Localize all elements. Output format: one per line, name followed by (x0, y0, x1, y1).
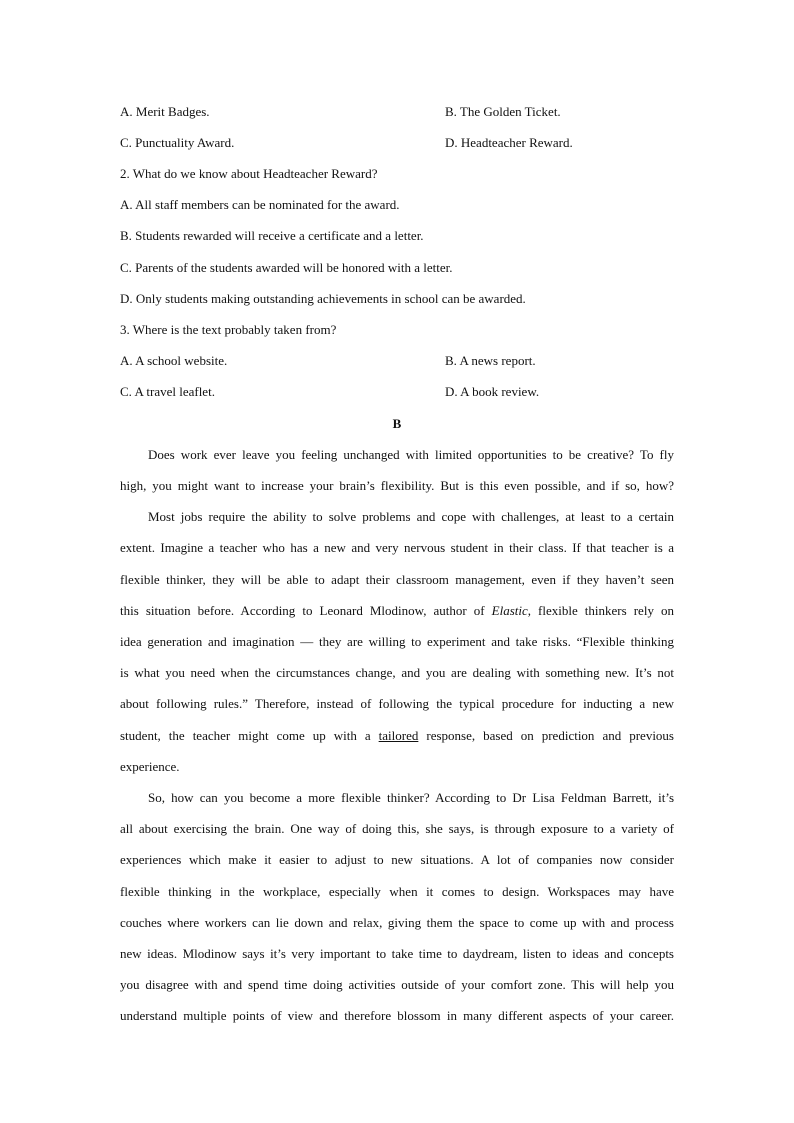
q1-option-b: B. The Golden Ticket. (445, 104, 561, 119)
paragraph-2-line (120, 603, 674, 619)
q2-option-a: A. All staff members can be nominated for the award. (120, 197, 400, 212)
paragraph-3-line: you disagree with and spend time doing activities outside of your comfort zone. This will help you (120, 977, 674, 992)
paragraph-2-line: extent. Imagine a teacher who has a new and very nervous student in their class. If that teacher is a (120, 540, 674, 555)
paragraph-3-line: So, how can you become a more flexible thinker? According to Dr Lisa Feldman Barrett, it’s (148, 790, 674, 805)
section-heading: B (392, 416, 402, 431)
q3-option-d: D. A book review. (445, 384, 540, 399)
paragraph-1-line: Does work ever leave you feeling unchanged with limited opportunities to be creative? To fly (148, 447, 674, 462)
paragraph-2-text: this situation before. According to Leonard Mlodinow, author of (120, 603, 492, 618)
paragraph-2-line: flexible thinker, they will be able to adapt their classroom management, even if they haven’t seen (120, 572, 674, 587)
paragraph-3-line: understand multiple points of view and therefore blossom in many different aspects of your career. (120, 1008, 674, 1023)
q3-option-a: A. A school website. (120, 353, 228, 368)
paragraph-2-text: student, the teacher might come up with a (120, 728, 379, 743)
q1-option-d: D. Headteacher Reward. (445, 135, 573, 150)
paragraph-3-line: new ideas. Mlodinow says it’s very important to take time to daydream, listen to ideas and concepts (120, 946, 674, 961)
book-title-elastic: Elastic (491, 603, 528, 618)
paragraph-2-line: is what you need when the circumstances change, and you are dealing with something new. It’s not (120, 665, 674, 680)
paragraph-2-line: about following rules.” Therefore, instead of following the typical procedure for inducting a new (120, 696, 674, 711)
q3-option-b: B. A news report. (445, 353, 536, 368)
q2-option-b: B. Students rewarded will receive a certificate and a letter. (120, 228, 424, 243)
paragraph-2-text: response, based on prediction and previous (418, 728, 674, 743)
q3-option-c: C. A travel leaflet. (120, 384, 215, 399)
paragraph-3-line: couches where workers can lie down and relax, giving them the space to come up with and process (120, 915, 674, 930)
q1-option-a: A. Merit Badges. (120, 104, 210, 119)
underlined-word-tailored: tailored (378, 728, 419, 743)
paragraph-2-line: Most jobs require the ability to solve problems and cope with challenges, at least to a certain (148, 509, 674, 524)
paragraph-1-line: high, you might want to increase your brain’s flexibility. But is this even possible, and if so, how? (120, 478, 674, 493)
paragraph-3-line: all about exercising the brain. One way of doing this, she says, is through exposure to a variety of (120, 821, 674, 836)
q3-question: 3. Where is the text probably taken from? (120, 322, 337, 337)
q2-option-d: D. Only students making outstanding achievements in school can be awarded. (120, 291, 526, 306)
q2-question: 2. What do we know about Headteacher Reward? (120, 166, 378, 181)
paragraph-2-line: idea generation and imagination — they are willing to experiment and take risks. “Flexible thinking (120, 634, 674, 649)
paragraph-2-text: , flexible thinkers rely on (527, 603, 674, 618)
paragraph-3-line: flexible thinking in the workplace, especially when it comes to design. Workspaces may have (120, 884, 674, 899)
paragraph-3-line: experiences which make it easier to adjust to new situations. A lot of companies now consider (120, 852, 674, 867)
q1-option-c: C. Punctuality Award. (120, 135, 235, 150)
paragraph-2-line (120, 728, 674, 744)
paragraph-2-line: experience. (120, 759, 180, 774)
q2-option-c: C. Parents of the students awarded will be honored with a letter. (120, 260, 453, 275)
